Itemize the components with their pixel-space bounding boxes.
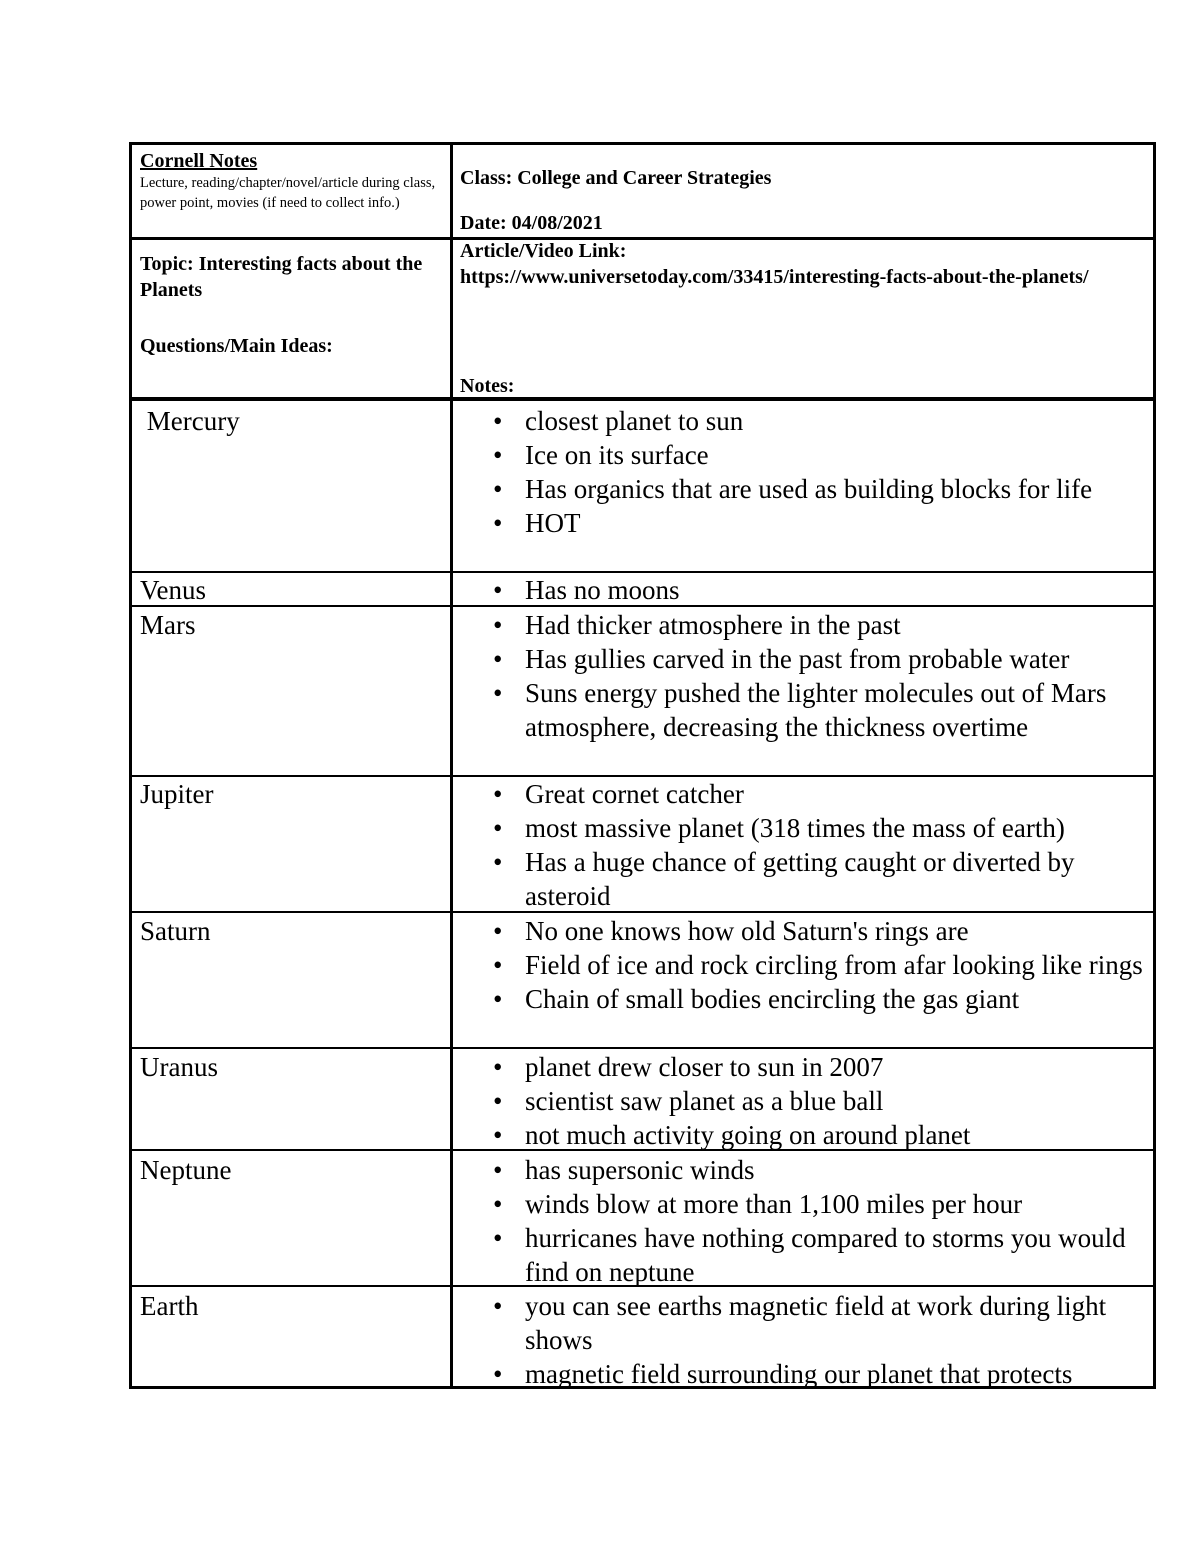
note-item: • hurricanes have nothing compared to storms you would find on neptune: [453, 1221, 1143, 1289]
class-label: Class: College and Career Strategies: [460, 167, 772, 189]
planet-notes-list: [453, 1289, 1143, 1391]
note-item: • Great cornet catcher: [453, 777, 1143, 811]
topic-label: Topic: Interesting facts about the Planets: [140, 253, 423, 301]
note-item: • scientist saw planet as a blue ball: [453, 1084, 1143, 1118]
planet-notes-list: [453, 608, 1143, 744]
note-item: • most massive planet (318 times the mass of earth): [453, 811, 1143, 845]
article-link-url: https://www.universetoday.com/33415/interesting-facts-about-the-planets/: [460, 266, 1089, 288]
cornell-notes-subtitle: Lecture, reading/chapter/novel/article during class, power point, movies (if need to collect info.): [140, 175, 436, 211]
planet-name: Uranus: [140, 1052, 218, 1082]
note-item: • HOT: [453, 506, 1143, 540]
note-item: • Suns energy pushed the lighter molecules out of Mars atmosphere, decreasing the thickness overtime: [453, 676, 1143, 744]
note-item: • Has a huge chance of getting caught or diverted by asteroid: [453, 845, 1143, 913]
cornell-notes-title: Cornell Notes: [140, 150, 258, 172]
note-item: • magnetic field surrounding our planet that protects: [453, 1357, 1143, 1391]
article-link-label: Article/Video Link:: [460, 240, 627, 262]
planet-notes-list: [453, 914, 1143, 1016]
row-divider: [132, 1047, 1153, 1049]
planet-notes-list: [453, 1153, 1143, 1289]
note-item: • Ice on its surface: [453, 438, 1143, 472]
planet-name: Mars: [140, 610, 196, 640]
cornell-notes-table: [129, 142, 1156, 1389]
note-item: • you can see earths magnetic field at work during light shows: [453, 1289, 1143, 1357]
note-item: • Chain of small bodies encircling the gas giant: [453, 982, 1143, 1016]
planet-name: Venus: [140, 575, 206, 605]
planet-name: Mercury: [140, 406, 240, 436]
note-item: • not much activity going on around planet: [453, 1118, 1143, 1152]
note-item: • planet drew closer to sun in 2007: [453, 1050, 1143, 1084]
planet-notes-list: [453, 573, 1143, 607]
planet-name: Jupiter: [140, 779, 214, 809]
note-item: • Has organics that are used as building blocks for life: [453, 472, 1143, 506]
cornell-header-cell: [140, 149, 446, 213]
planet-name: Neptune: [140, 1155, 232, 1185]
notes-label: Notes:: [460, 375, 515, 397]
note-item: • No one knows how old Saturn's rings are: [453, 914, 1143, 948]
note-item: • has supersonic winds: [453, 1153, 1143, 1187]
note-item: • Has gullies carved in the past from probable water: [453, 642, 1143, 676]
note-item: • Has no moons: [453, 573, 1143, 607]
planet-name: Earth: [140, 1291, 199, 1321]
planet-notes-list: [453, 1050, 1143, 1152]
date-label: Date: 04/08/2021: [460, 212, 603, 234]
note-item: • Field of ice and rock circling from afar looking like rings: [453, 948, 1143, 982]
planet-name: Saturn: [140, 916, 211, 946]
note-item: • closest planet to sun: [453, 404, 1143, 438]
note-item: • winds blow at more than 1,100 miles per hour: [453, 1187, 1143, 1221]
questions-main-ideas-label: Questions/Main Ideas:: [140, 335, 333, 357]
planet-notes-list: [453, 777, 1143, 913]
note-item: • Had thicker atmosphere in the past: [453, 608, 1143, 642]
planet-notes-list: [453, 404, 1143, 540]
